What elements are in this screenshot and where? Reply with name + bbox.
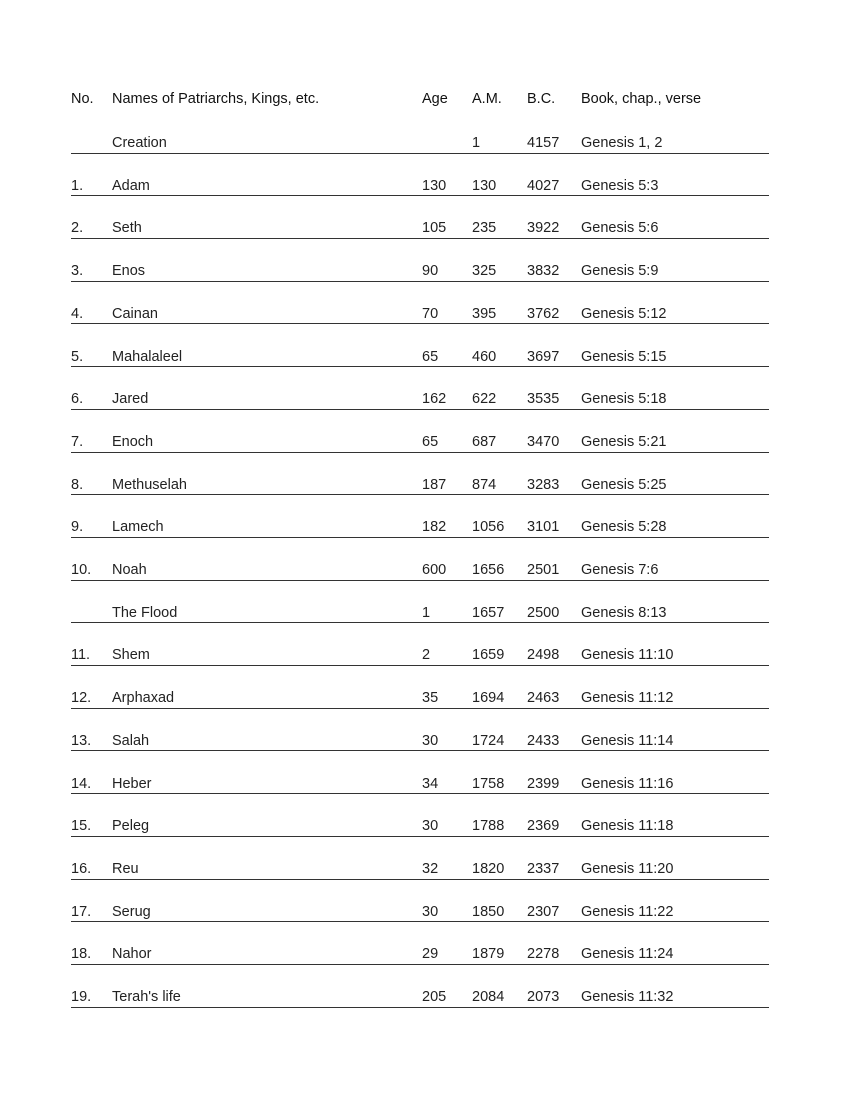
cell-reference: Genesis 8:13 — [581, 604, 667, 621]
cell-name: Cainan — [112, 305, 158, 322]
cell-bc: 2278 — [527, 946, 560, 963]
cell-name: Seth — [112, 220, 142, 237]
cell-age: 35 — [422, 690, 439, 707]
cell-age: 90 — [422, 263, 439, 280]
cell-bc: 2463 — [527, 690, 560, 707]
cell-no: 12. — [71, 690, 92, 707]
cell-no: 10. — [71, 562, 92, 578]
cell-age: 162 — [422, 391, 447, 408]
cell-name: Creation — [112, 135, 167, 151]
table-row — [71, 922, 769, 965]
cell-reference: Genesis 11:24 — [581, 946, 674, 963]
cell-bc: 2501 — [527, 562, 560, 578]
cell-age: 182 — [422, 519, 447, 536]
cell-name: Noah — [112, 562, 147, 578]
cell-name: Adam — [112, 177, 150, 194]
cell-no: 13. — [71, 732, 92, 749]
cell-reference: Genesis 5:3 — [581, 177, 659, 194]
cell-no: 11. — [71, 647, 91, 664]
cell-bc: 3101 — [527, 519, 560, 536]
cell-am: 235 — [472, 220, 497, 237]
cell-no: 8. — [71, 476, 84, 493]
cell-am: 1788 — [472, 818, 505, 835]
cell-bc: 2073 — [527, 989, 560, 1005]
cell-bc: 2399 — [527, 775, 560, 792]
cell-name: Enos — [112, 263, 146, 280]
header-am: A.M. — [472, 91, 502, 107]
cell-name: Nahor — [112, 946, 152, 963]
table-row — [71, 111, 769, 154]
cell-bc: 3535 — [527, 391, 560, 408]
cell-bc: 4157 — [527, 135, 560, 151]
table-row — [71, 794, 769, 837]
cell-bc: 3697 — [527, 348, 560, 365]
cell-name: Lamech — [112, 519, 164, 536]
cell-no: 17. — [71, 903, 92, 920]
cell-bc: 2433 — [527, 732, 560, 749]
cell-age: 65 — [422, 348, 439, 365]
cell-reference: Genesis 11:16 — [581, 775, 674, 792]
cell-am: 1879 — [472, 946, 505, 963]
cell-no: 15. — [71, 818, 92, 835]
cell-am: 1659 — [472, 647, 505, 664]
cell-am: 1758 — [472, 775, 505, 792]
cell-name: Reu — [112, 860, 139, 877]
cell-reference: Genesis 11:32 — [581, 989, 674, 1005]
table-row — [71, 709, 769, 752]
table-row — [71, 666, 769, 709]
cell-age: 30 — [422, 903, 439, 920]
cell-no: 3. — [71, 263, 84, 280]
table-row — [71, 282, 769, 325]
table-row — [71, 752, 769, 795]
cell-age: 1 — [422, 604, 431, 621]
cell-age: 32 — [422, 860, 439, 877]
cell-am: 1694 — [472, 690, 505, 707]
cell-am: 1850 — [472, 903, 505, 920]
cell-am: 622 — [472, 391, 497, 408]
cell-no: 1. — [71, 177, 84, 194]
cell-reference: Genesis 5:21 — [581, 433, 667, 450]
cell-bc: 2307 — [527, 903, 560, 920]
cell-no: 7. — [71, 433, 84, 450]
cell-am: 1820 — [472, 860, 505, 877]
header-no: No. — [71, 91, 94, 107]
cell-age: 30 — [422, 818, 439, 835]
cell-am: 1656 — [472, 562, 505, 578]
table-row — [71, 837, 769, 880]
table-row — [71, 196, 769, 239]
cell-reference: Genesis 5:25 — [581, 476, 667, 493]
cell-am: 1724 — [472, 732, 505, 749]
table-header — [71, 89, 769, 111]
cell-am: 874 — [472, 476, 497, 493]
cell-age: 30 — [422, 732, 439, 749]
cell-am: 1 — [472, 135, 481, 151]
cell-age: 130 — [422, 177, 447, 194]
cell-reference: Genesis 11:22 — [581, 903, 674, 920]
cell-am: 460 — [472, 348, 497, 365]
cell-no: 18. — [71, 946, 92, 963]
cell-age: 34 — [422, 775, 439, 792]
table-row — [71, 367, 769, 410]
cell-age: 600 — [422, 562, 447, 578]
header-bc: B.C. — [527, 91, 556, 107]
table-row — [71, 325, 769, 368]
cell-no: 19. — [71, 989, 92, 1005]
cell-reference: Genesis 11:20 — [581, 860, 674, 877]
cell-age: 2 — [422, 647, 431, 664]
table-row — [71, 154, 769, 197]
cell-am: 1657 — [472, 604, 505, 621]
table-row — [71, 581, 769, 624]
cell-no: 16. — [71, 860, 92, 877]
cell-bc: 3762 — [527, 305, 560, 322]
table-row — [71, 495, 769, 538]
cell-age: 65 — [422, 433, 439, 450]
cell-age: 105 — [422, 220, 447, 237]
cell-no: 5. — [71, 348, 84, 365]
cell-am: 395 — [472, 305, 497, 322]
cell-name: Terah's life — [112, 989, 181, 1005]
cell-am: 2084 — [472, 989, 505, 1005]
table-row — [71, 623, 769, 666]
cell-name: Shem — [112, 647, 150, 664]
cell-no: 9. — [71, 519, 84, 536]
cell-reference: Genesis 7:6 — [581, 562, 659, 578]
cell-name: Peleg — [112, 818, 150, 835]
table-row — [71, 453, 769, 496]
cell-name: The Flood — [112, 604, 178, 621]
cell-reference: Genesis 11:10 — [581, 647, 674, 664]
cell-name: Methuselah — [112, 476, 187, 493]
cell-bc: 3470 — [527, 433, 560, 450]
cell-reference: Genesis 5:28 — [581, 519, 667, 536]
table-row — [71, 965, 769, 1008]
cell-bc: 3832 — [527, 263, 560, 280]
cell-reference: Genesis 11:18 — [581, 818, 674, 835]
cell-name: Arphaxad — [112, 690, 175, 707]
cell-name: Enoch — [112, 433, 154, 450]
cell-bc: 2337 — [527, 860, 560, 877]
cell-bc: 2500 — [527, 604, 560, 621]
cell-age: 29 — [422, 946, 439, 963]
cell-age: 205 — [422, 989, 447, 1005]
cell-reference: Genesis 5:15 — [581, 348, 667, 365]
cell-name: Jared — [112, 391, 149, 408]
cell-bc: 4027 — [527, 177, 560, 194]
cell-no: 4. — [71, 305, 84, 322]
cell-reference: Genesis 5:18 — [581, 391, 667, 408]
cell-no: 14. — [71, 775, 92, 792]
cell-reference: Genesis 11:12 — [581, 690, 674, 707]
header-name: Names of Patriarchs, Kings, etc. — [112, 91, 320, 107]
cell-no: 6. — [71, 391, 84, 408]
table-row — [71, 410, 769, 453]
cell-no: 2. — [71, 220, 84, 237]
cell-bc: 3283 — [527, 476, 560, 493]
cell-am: 687 — [472, 433, 497, 450]
cell-bc: 3922 — [527, 220, 560, 237]
cell-am: 130 — [472, 177, 497, 194]
cell-am: 1056 — [472, 519, 505, 536]
table-row — [71, 538, 769, 581]
cell-reference: Genesis 5:12 — [581, 305, 667, 322]
cell-reference: Genesis 11:14 — [581, 732, 674, 749]
table-row — [71, 239, 769, 282]
cell-reference: Genesis 1, 2 — [581, 135, 663, 151]
header-ref: Book, chap., verse — [581, 91, 702, 107]
cell-bc: 2369 — [527, 818, 560, 835]
cell-name: Mahalaleel — [112, 348, 183, 365]
cell-reference: Genesis 5:9 — [581, 263, 659, 280]
cell-am: 325 — [472, 263, 497, 280]
cell-age: 70 — [422, 305, 439, 322]
cell-bc: 2498 — [527, 647, 560, 664]
cell-name: Serug — [112, 903, 151, 920]
cell-name: Heber — [112, 775, 152, 792]
header-age: Age — [422, 91, 448, 107]
cell-age: 187 — [422, 476, 447, 493]
cell-name: Salah — [112, 732, 150, 749]
table-row — [71, 880, 769, 923]
cell-reference: Genesis 5:6 — [581, 220, 659, 237]
